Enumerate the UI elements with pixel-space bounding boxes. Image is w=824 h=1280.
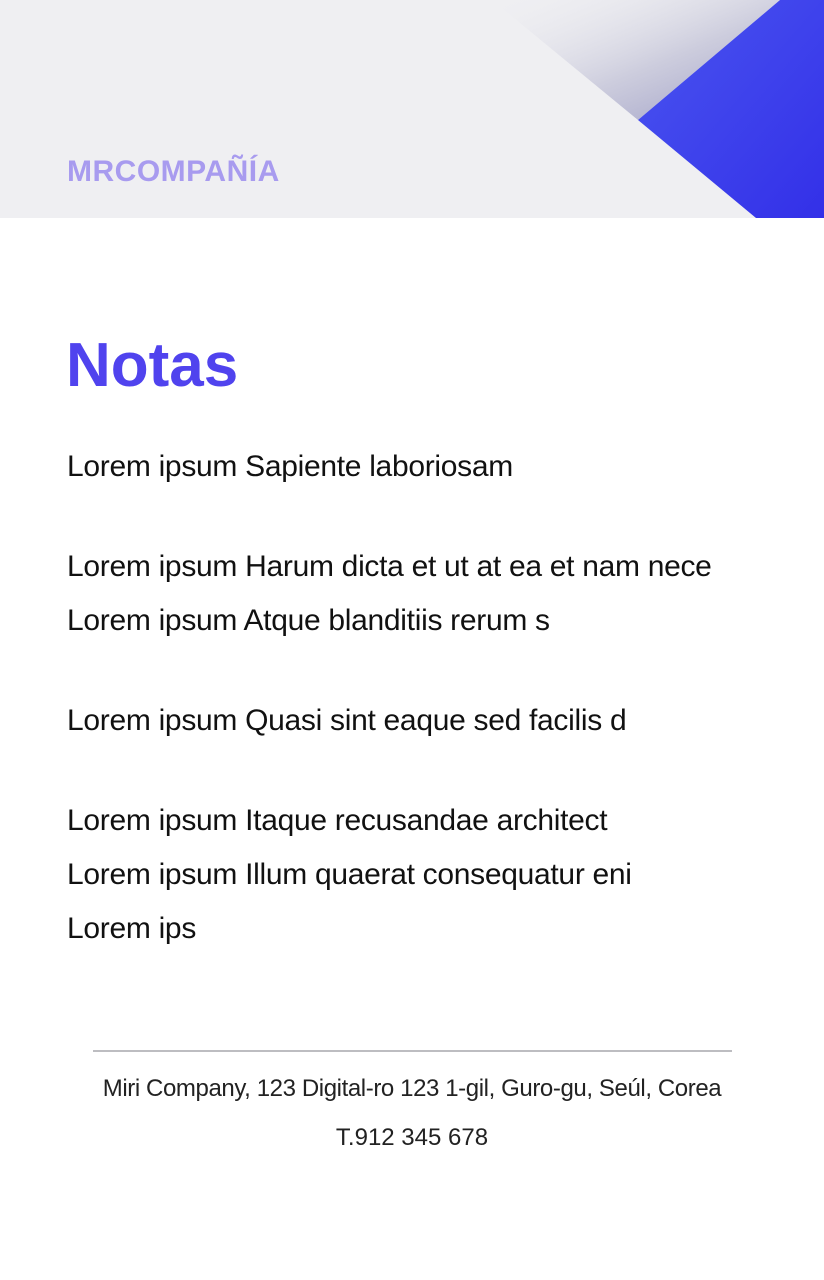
note-line: Lorem ipsum Illum quaerat consequatur eni [67, 858, 632, 891]
note-line: Lorem ipsum Quasi sint eaque sed facilis d [67, 704, 627, 737]
note-line: Lorem ipsum Atque blanditiis rerum s [67, 604, 550, 637]
header-banner [0, 0, 824, 218]
note-line: Lorem ips [67, 912, 197, 945]
footer-divider [93, 1050, 732, 1052]
footer-phone: T.912 345 678 [335, 1124, 489, 1151]
note-line: Lorem ipsum Harum dicta et ut at ea et nam nece [67, 550, 712, 583]
note-spacer [67, 648, 767, 694]
note-line: Lorem ipsum Sapiente laboriosam [67, 450, 513, 483]
notes-list [67, 440, 767, 956]
page-title: Notas [66, 331, 239, 400]
footer-address: Miri Company, 123 Digital-ro 123 1-gil, Guro-gu, Seúl, Corea [102, 1075, 722, 1102]
brand-logo-text: MRCOMPAÑÍA [67, 155, 280, 188]
note-line: Lorem ipsum Itaque recusandae architect [67, 804, 608, 837]
note-spacer [67, 748, 767, 794]
note-spacer [67, 494, 767, 540]
